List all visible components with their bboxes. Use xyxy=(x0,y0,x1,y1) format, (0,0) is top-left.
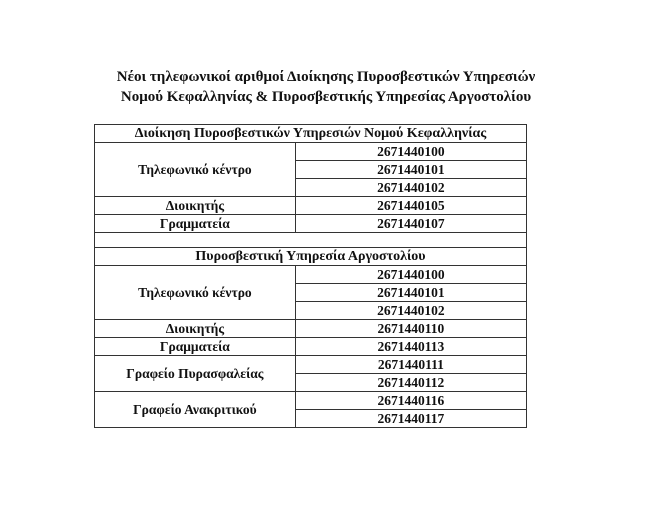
section-heading-row xyxy=(95,248,527,266)
table-row xyxy=(95,338,527,356)
table-row xyxy=(95,320,527,338)
phone-number: 2671440111 xyxy=(295,356,526,374)
department-label: Γραφείο Ανακριτικού xyxy=(95,392,296,428)
spacer-row xyxy=(95,233,527,248)
title-line-2: Νομού Κεφαλληνίας & Πυροσβεστικής Υπηρεσίας Αργοστολίου xyxy=(120,89,532,105)
phone-number: 2671440100 xyxy=(295,143,526,161)
department-label: Τηλεφωνικό κέντρο xyxy=(95,143,296,197)
section-heading: Διοίκηση Πυροσβεστικών Υπηρεσιών Νομού Κεφαλληνίας xyxy=(95,125,527,143)
section-heading: Πυροσβεστική Υπηρεσία Αργοστολίου xyxy=(95,248,527,266)
phone-number: 2671440113 xyxy=(295,338,526,356)
phone-number: 2671440101 xyxy=(295,284,526,302)
phone-directory-table xyxy=(94,124,527,428)
document-title xyxy=(0,67,652,107)
table-row xyxy=(95,197,527,215)
table-row xyxy=(95,392,527,410)
department-label: Διοικητής xyxy=(95,320,296,338)
department-label: Γραμματεία xyxy=(95,338,296,356)
phone-number: 2671440117 xyxy=(295,410,526,428)
phone-number: 2671440116 xyxy=(295,392,526,410)
phone-number: 2671440107 xyxy=(295,215,526,233)
phone-number: 2671440112 xyxy=(295,374,526,392)
spacer-cell xyxy=(95,233,527,248)
phone-number: 2671440105 xyxy=(295,197,526,215)
section-heading-row xyxy=(95,125,527,143)
department-label: Διοικητής xyxy=(95,197,296,215)
department-label: Τηλεφωνικό κέντρο xyxy=(95,266,296,320)
table-row xyxy=(95,215,527,233)
phone-number: 2671440102 xyxy=(295,179,526,197)
table-row xyxy=(95,356,527,374)
table-row xyxy=(95,266,527,284)
department-label: Γραμματεία xyxy=(95,215,296,233)
phone-number: 2671440110 xyxy=(295,320,526,338)
title-line-1: Νέοι τηλεφωνικοί αριθμοί Διοίκησης Πυροσβεστικών Υπηρεσιών xyxy=(116,69,536,85)
phone-number: 2671440100 xyxy=(295,266,526,284)
table-row xyxy=(95,143,527,161)
department-label: Γραφείο Πυρασφαλείας xyxy=(95,356,296,392)
phone-number: 2671440101 xyxy=(295,161,526,179)
phone-number: 2671440102 xyxy=(295,302,526,320)
